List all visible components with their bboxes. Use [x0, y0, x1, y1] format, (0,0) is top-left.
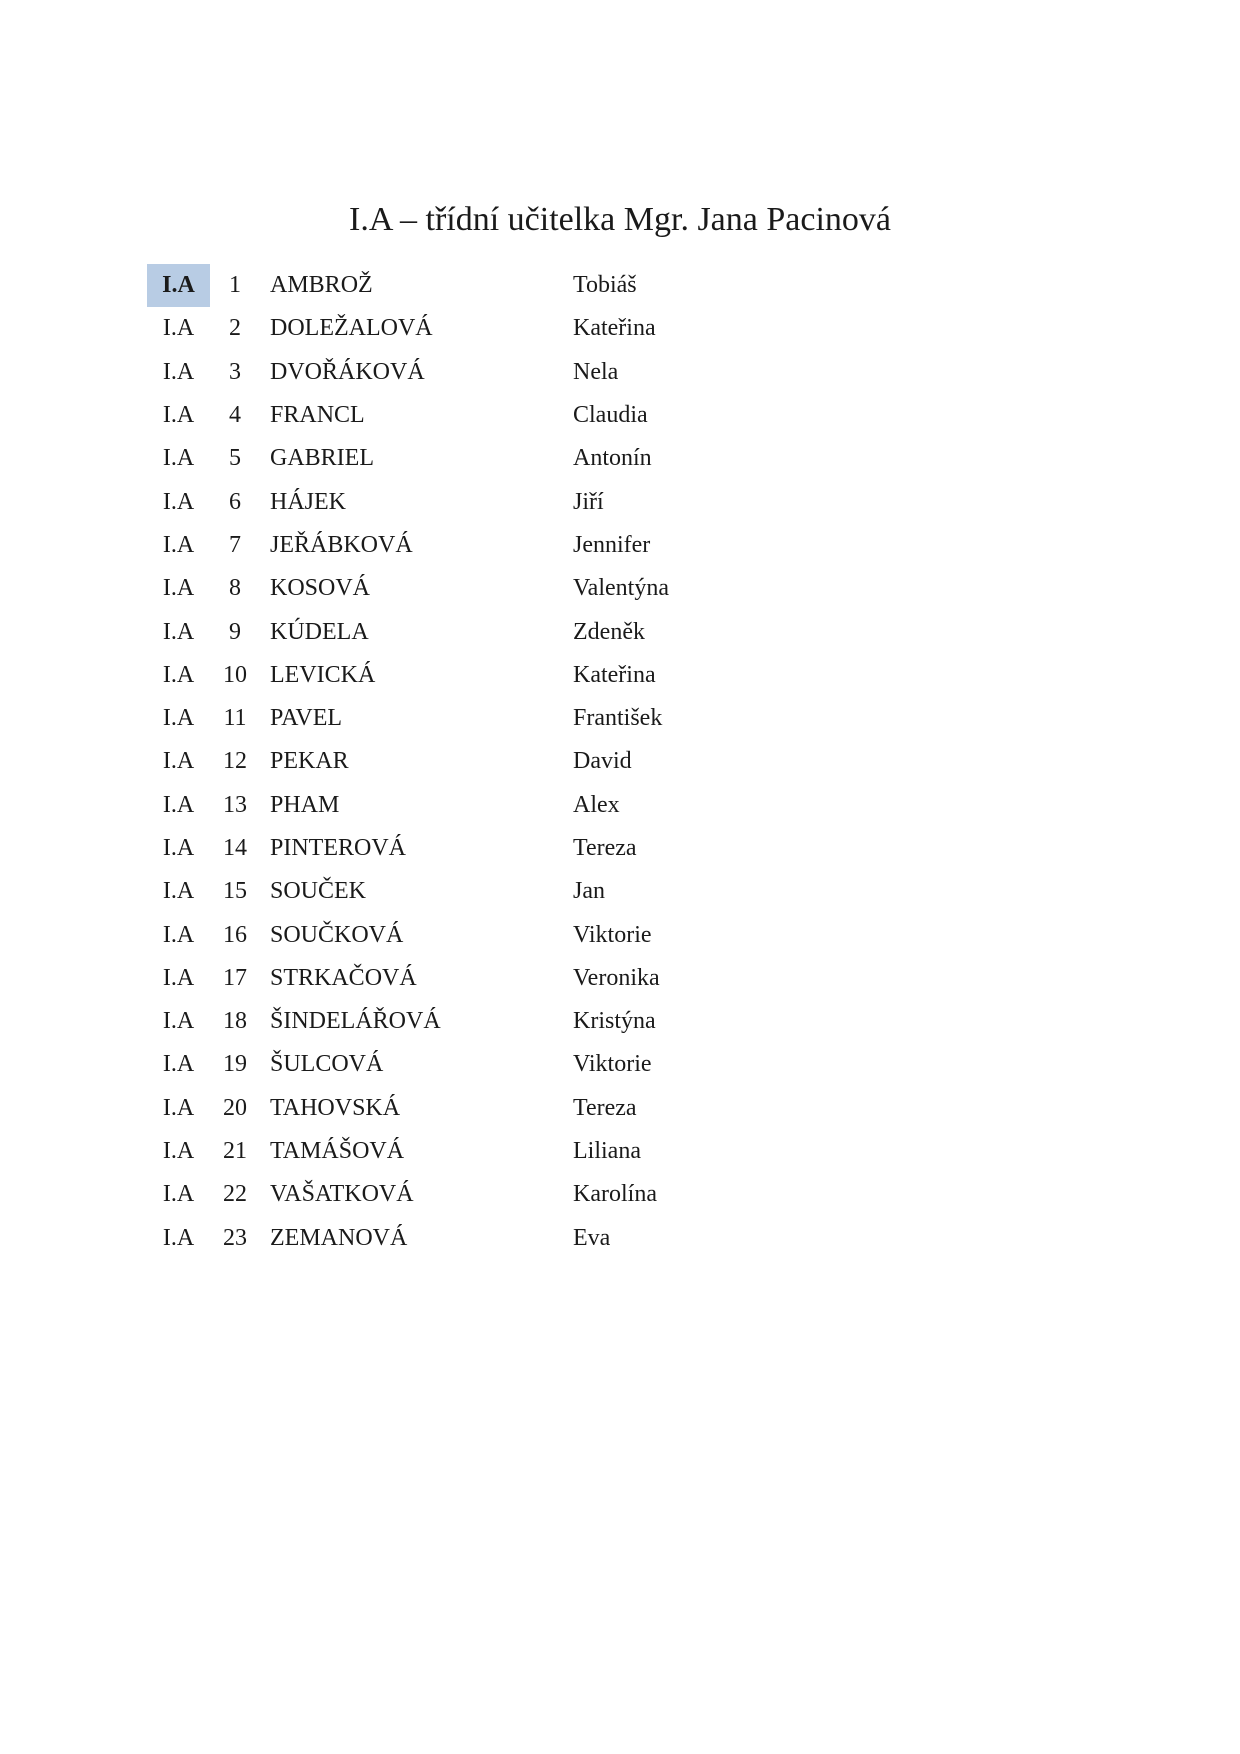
surname-cell: ŠINDELÁŘOVÁ: [270, 1008, 441, 1035]
table-row: [147, 480, 847, 523]
number-cell: 23: [223, 1224, 247, 1251]
class-cell: I.A: [162, 445, 195, 472]
class-cell: I.A: [162, 1138, 195, 1165]
first-name-cell: Viktorie: [573, 1051, 652, 1078]
surname-cell: SOUČEK: [270, 878, 367, 905]
table-row: [147, 437, 847, 480]
table-row: [147, 1130, 847, 1173]
class-cell: I.A: [162, 488, 195, 515]
surname-cell: PINTEROVÁ: [270, 835, 406, 861]
first-name-cell: Jiří: [573, 488, 604, 515]
number-cell: 11: [223, 705, 247, 732]
class-cell: I.A: [162, 835, 195, 861]
surname-cell: AMBROŽ: [270, 272, 373, 299]
first-name-cell: Jennifer: [573, 531, 651, 558]
first-name-cell: Valentýna: [573, 575, 669, 602]
table-row: [147, 697, 847, 740]
number-cell: 21: [223, 1138, 247, 1165]
number-cell: 18: [223, 1008, 247, 1035]
class-cell: I.A: [162, 1224, 195, 1251]
number-cell: 22: [223, 1181, 247, 1208]
surname-cell: VAŠATKOVÁ: [270, 1181, 414, 1208]
class-cell: I.A: [162, 1051, 195, 1078]
class-cell: I.A: [162, 705, 195, 732]
class-cell: I.A: [162, 315, 195, 342]
number-cell: 1: [229, 272, 241, 299]
first-name-cell: Alex: [573, 791, 620, 818]
number-cell: 5: [229, 445, 241, 472]
table-row: [147, 610, 847, 653]
number-cell: 10: [223, 661, 247, 688]
surname-cell: TAHOVSKÁ: [270, 1094, 401, 1121]
class-cell: I.A: [162, 358, 195, 385]
class-cell: I.A: [162, 1094, 195, 1121]
surname-cell: STRKAČOVÁ: [270, 964, 417, 991]
surname-cell: SOUČKOVÁ: [270, 921, 404, 948]
surname-cell: TAMÁŠOVÁ: [270, 1138, 405, 1165]
number-cell: 16: [223, 921, 247, 948]
number-cell: 9: [229, 618, 241, 645]
first-name-cell: Tereza: [573, 1094, 637, 1121]
page-title: I.A – třídní učitelka Mgr. Jana Pacinová: [349, 201, 891, 238]
first-name-cell: Tereza: [573, 835, 637, 861]
surname-cell: PAVEL: [270, 705, 343, 732]
number-cell: 12: [223, 748, 247, 775]
number-cell: 2: [229, 315, 241, 342]
first-name-cell: David: [573, 748, 632, 775]
table-row: [147, 1000, 847, 1043]
surname-cell: HÁJEK: [270, 488, 346, 515]
number-cell: 15: [223, 878, 247, 905]
number-cell: 17: [223, 964, 247, 991]
table-row: [147, 827, 847, 870]
surname-cell: LEVICKÁ: [270, 661, 376, 688]
surname-cell: KÚDELA: [270, 618, 369, 645]
first-name-cell: Kateřina: [573, 661, 656, 688]
class-cell: I.A: [162, 1008, 195, 1035]
number-cell: 19: [223, 1051, 247, 1078]
number-cell: 20: [223, 1094, 247, 1121]
first-name-cell: Nela: [573, 358, 619, 385]
class-cell: I.A: [162, 618, 195, 645]
first-name-cell: Kristýna: [573, 1008, 656, 1035]
surname-cell: DVOŘÁKOVÁ: [270, 358, 425, 385]
table-row: [147, 307, 847, 350]
table-row: [147, 567, 847, 610]
table-row: [147, 654, 847, 697]
number-cell: 4: [229, 402, 241, 429]
number-cell: 8: [229, 575, 241, 602]
class-cell: I.A: [162, 791, 195, 818]
table-row: [147, 784, 847, 827]
number-cell: 3: [229, 358, 241, 385]
number-cell: 14: [223, 835, 247, 861]
table-row: [147, 1087, 847, 1130]
class-cell: I.A: [162, 402, 195, 429]
number-cell: 13: [223, 791, 247, 818]
surname-cell: JEŘÁBKOVÁ: [270, 531, 413, 558]
first-name-cell: Karolína: [573, 1181, 657, 1208]
table-row: [147, 351, 847, 394]
table-row: [147, 870, 847, 913]
student-roster-table: [147, 264, 847, 1260]
class-cell: I.A: [162, 964, 195, 991]
class-cell: I.A: [147, 264, 210, 307]
class-cell: I.A: [162, 531, 195, 558]
first-name-cell: František: [573, 705, 663, 732]
surname-cell: DOLEŽALOVÁ: [270, 315, 433, 342]
surname-cell: ŠULCOVÁ: [270, 1051, 384, 1078]
table-row: [147, 394, 847, 437]
class-cell: I.A: [162, 921, 195, 948]
table-row: [147, 524, 847, 567]
surname-cell: PEKAR: [270, 748, 349, 775]
first-name-cell: Claudia: [573, 402, 648, 429]
first-name-cell: Viktorie: [573, 921, 652, 948]
surname-cell: PHAM: [270, 791, 340, 818]
number-cell: 6: [229, 488, 241, 515]
number-cell: 7: [229, 531, 241, 558]
table-row: [147, 1173, 847, 1216]
table-row: [147, 740, 847, 783]
table-row: [147, 1043, 847, 1086]
class-cell: I.A: [162, 575, 195, 602]
table-row: [147, 957, 847, 1000]
table-row: [147, 1217, 847, 1260]
surname-cell: ZEMANOVÁ: [270, 1224, 408, 1251]
first-name-cell: Veronika: [573, 964, 660, 991]
table-row: [147, 913, 847, 956]
class-cell: I.A: [162, 661, 195, 688]
class-cell: I.A: [162, 878, 195, 905]
first-name-cell: Kateřina: [573, 315, 656, 342]
first-name-cell: Antonín: [573, 445, 652, 472]
class-cell: I.A: [162, 748, 195, 775]
student-roster-body: [147, 264, 847, 1260]
first-name-cell: Tobiáš: [573, 272, 637, 299]
surname-cell: GABRIEL: [270, 445, 374, 472]
first-name-cell: Jan: [573, 878, 605, 905]
surname-cell: KOSOVÁ: [270, 575, 371, 602]
first-name-cell: Eva: [573, 1224, 611, 1251]
surname-cell: FRANCL: [270, 402, 365, 429]
table-row: [147, 264, 847, 307]
first-name-cell: Liliana: [573, 1138, 641, 1165]
first-name-cell: Zdeněk: [573, 618, 645, 645]
class-cell: I.A: [162, 1181, 195, 1208]
